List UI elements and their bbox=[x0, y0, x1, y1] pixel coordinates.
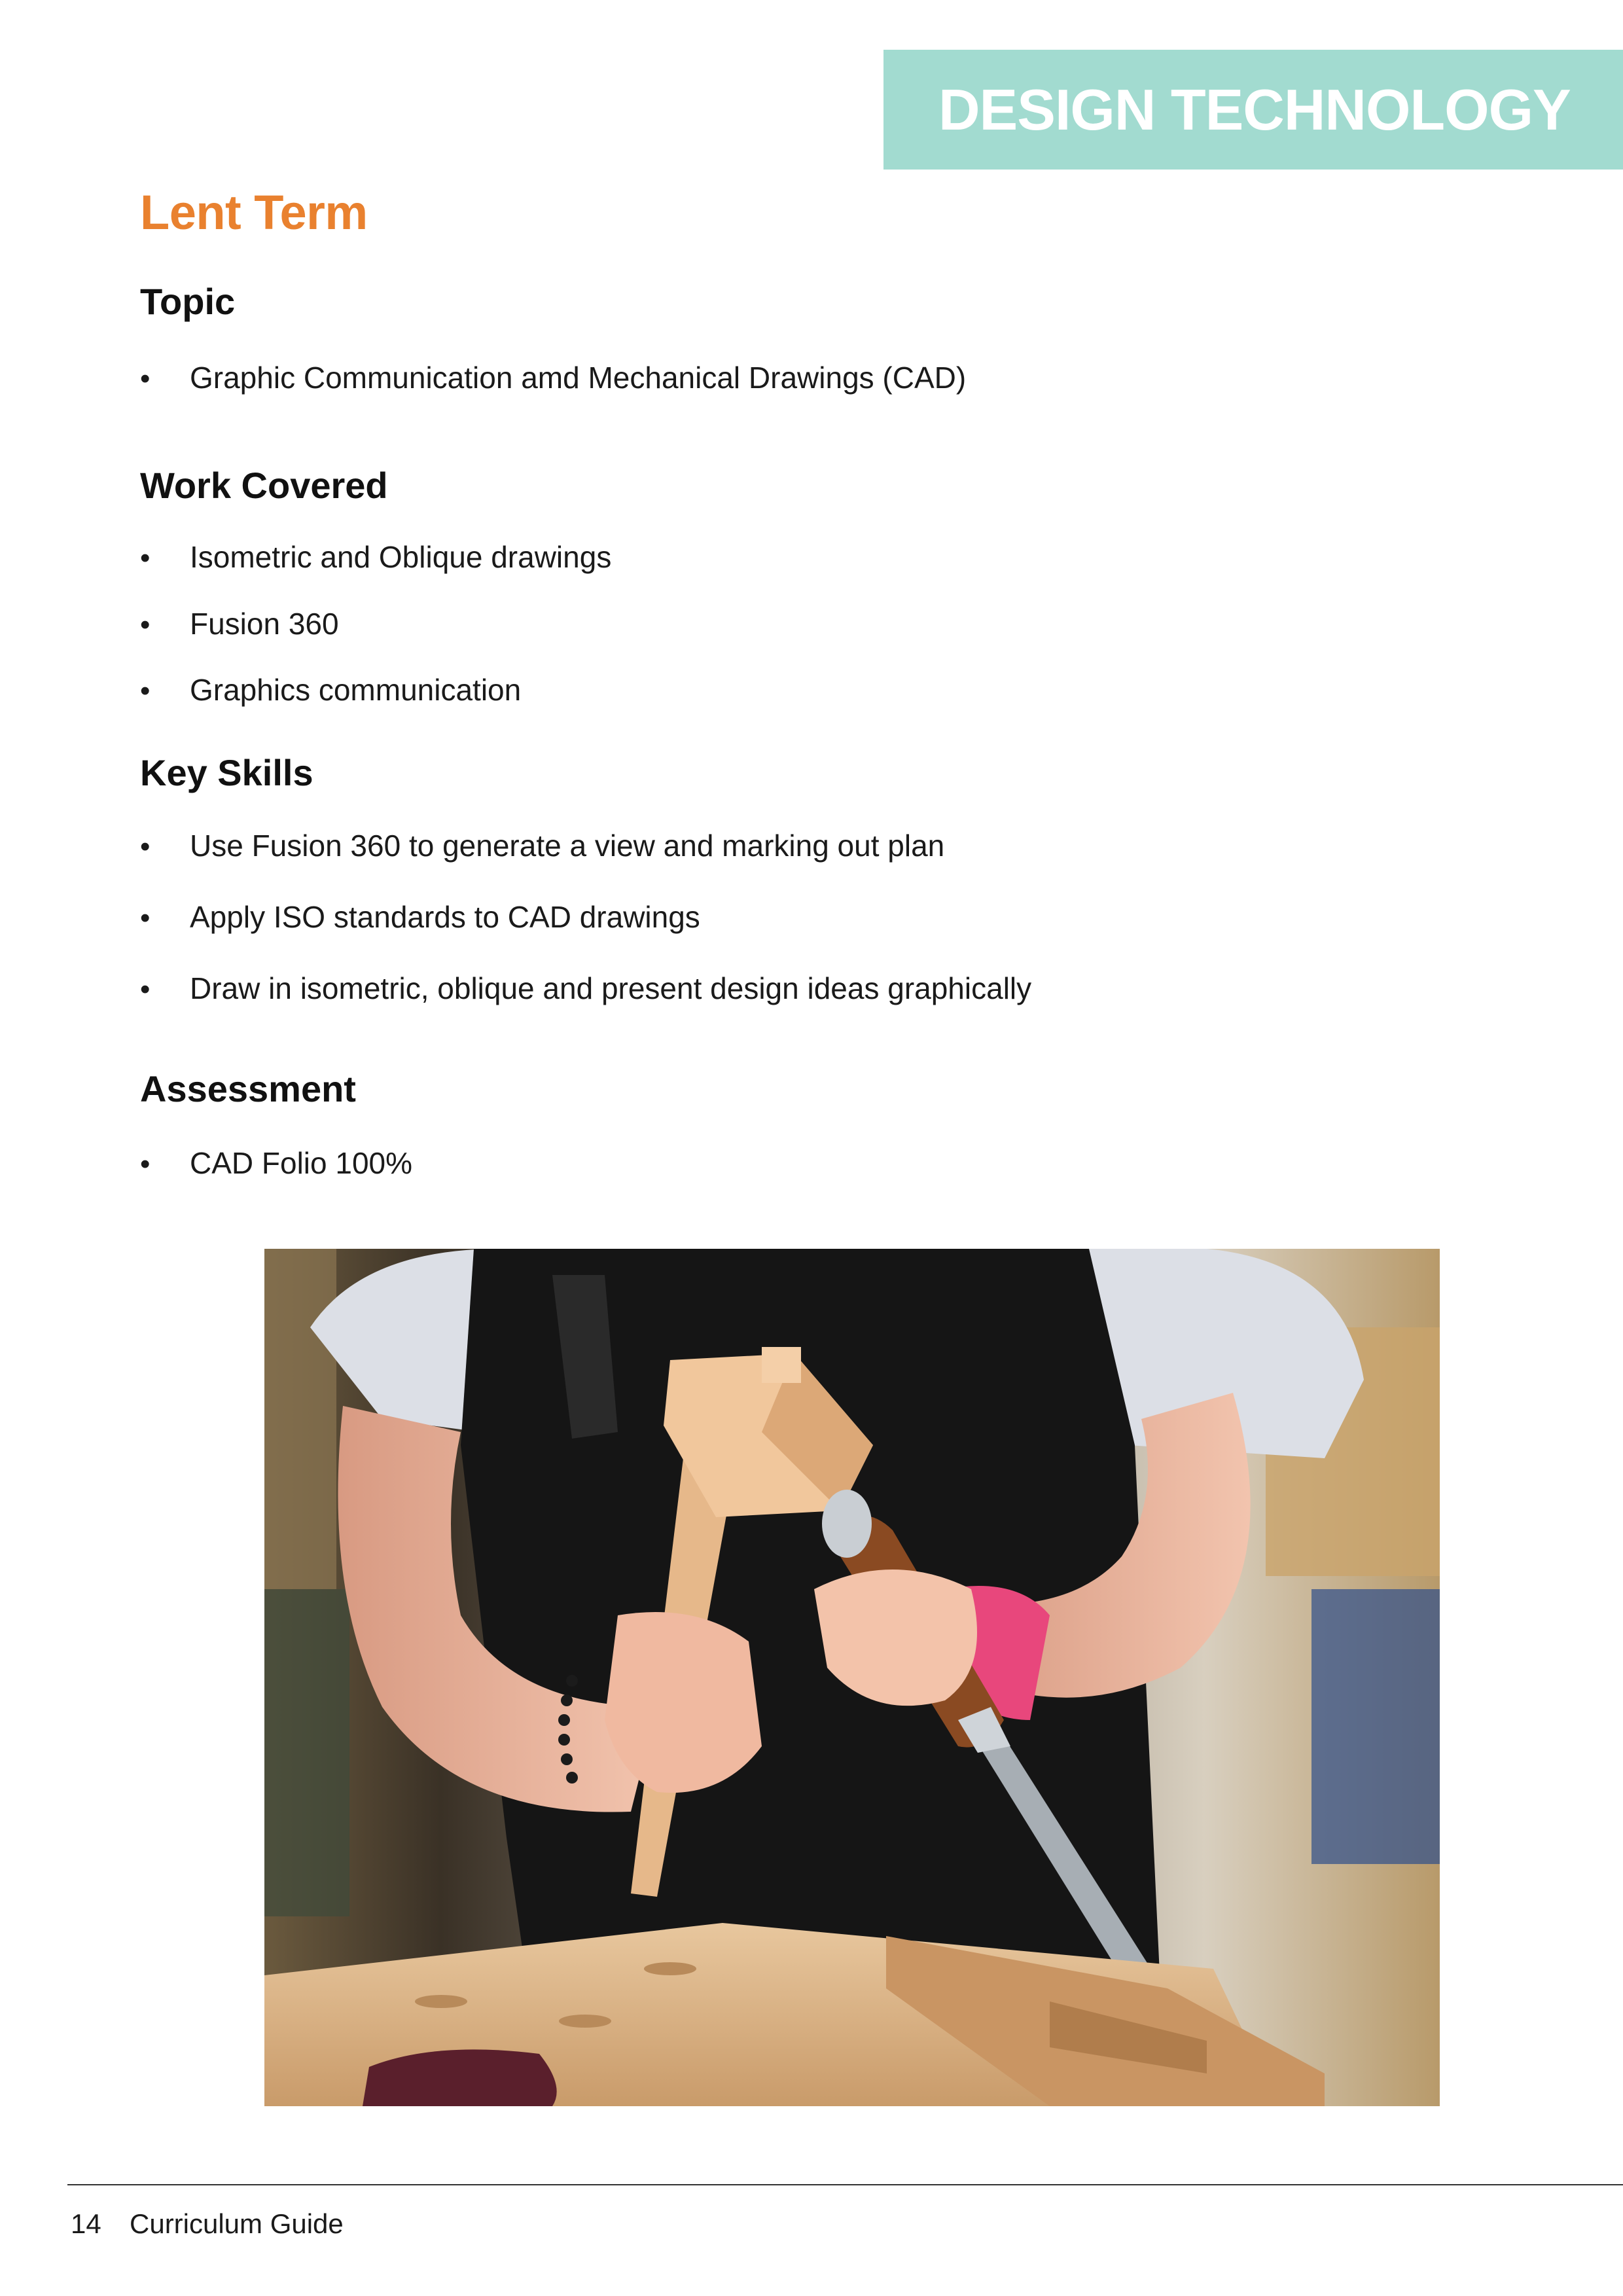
section-banner bbox=[883, 50, 1623, 170]
list-item-text: Isometric and Oblique drawings bbox=[190, 540, 612, 574]
bullet-point: • bbox=[140, 363, 151, 395]
list-item-text: Apply ISO standards to CAD drawings bbox=[190, 900, 700, 934]
bullet-point: • bbox=[140, 831, 151, 863]
list-item-text: Graphic Communication amd Mechanical Drawings (CAD) bbox=[190, 361, 967, 395]
list-item bbox=[140, 971, 1031, 1006]
list-item bbox=[140, 828, 944, 863]
term-title: Lent Term bbox=[140, 185, 368, 240]
bullet-point: • bbox=[140, 675, 151, 707]
list-item bbox=[140, 899, 700, 935]
bullet-point: • bbox=[140, 973, 151, 1005]
bullet-point: • bbox=[140, 609, 151, 641]
list-item bbox=[140, 539, 611, 575]
bullet-point: • bbox=[140, 542, 151, 574]
work-covered-heading: Work Covered bbox=[140, 465, 388, 506]
footer-divider bbox=[67, 2184, 1623, 2185]
woodwork-illustration bbox=[264, 1249, 1440, 2106]
banner-title: DESIGN TECHNOLOGY bbox=[938, 77, 1571, 142]
list-item bbox=[140, 360, 966, 395]
key-skills-heading: Key Skills bbox=[140, 752, 313, 793]
list-item-text: Fusion 360 bbox=[190, 607, 339, 641]
footer-title: Curriculum Guide bbox=[130, 2208, 344, 2239]
bullet-point: • bbox=[140, 1148, 151, 1180]
list-item bbox=[140, 672, 521, 708]
bullet-point: • bbox=[140, 902, 151, 934]
list-item-text: Use Fusion 360 to generate a view and marking out plan bbox=[190, 829, 945, 863]
list-item bbox=[140, 606, 339, 641]
woodwork-photo bbox=[264, 1249, 1440, 2106]
list-item-text: CAD Folio 100% bbox=[190, 1146, 413, 1180]
topic-heading: Topic bbox=[140, 281, 236, 322]
list-item-text: Graphics communication bbox=[190, 673, 522, 707]
list-item-text: Draw in isometric, oblique and present design ideas graphically bbox=[190, 971, 1032, 1005]
page-number: 14 bbox=[71, 2208, 101, 2239]
list-item bbox=[140, 1145, 412, 1181]
assessment-heading: Assessment bbox=[140, 1068, 356, 1109]
